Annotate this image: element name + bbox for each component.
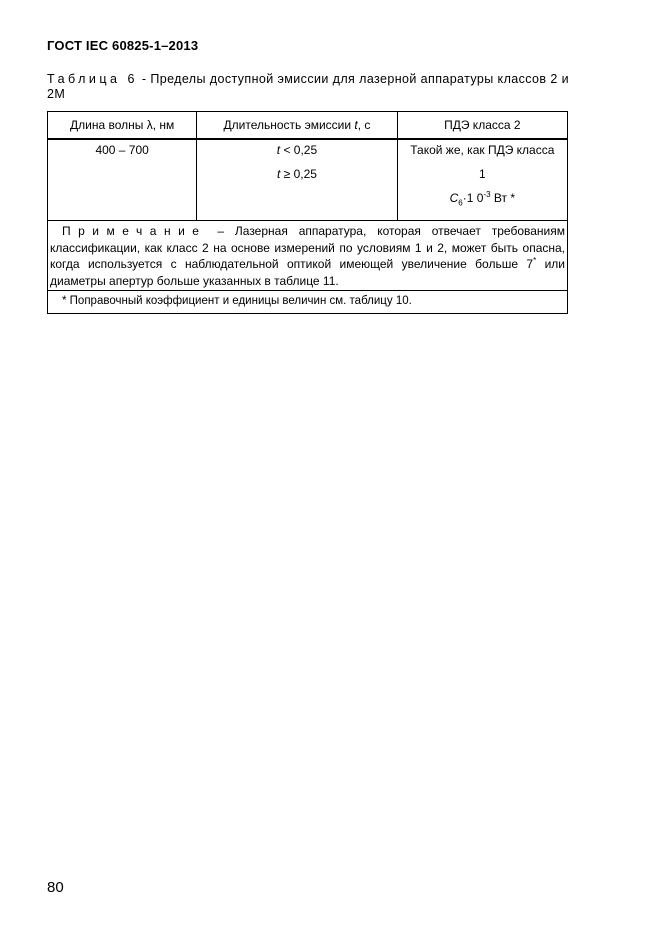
note-row [48,221,568,291]
wavelength-value: 400 – 700 [95,143,149,157]
cell-duration [197,139,397,221]
table-caption-text: - Пределы доступной эмиссии для лазерной аппаратуры классов 2 и 2М [47,72,570,101]
duration-value-2 [197,164,396,188]
page-number: 80 [47,879,64,896]
limit-3-sub: 6 [458,198,463,208]
table-row [48,139,568,221]
header-duration-var: t [354,118,358,132]
limit-3-var: C [449,191,459,205]
limit-value-2: 1 [478,167,486,181]
cell-wavelength [48,139,197,221]
header-wavelength-text: Длина волны λ, нм [70,118,175,132]
limit-value-3 [398,188,567,212]
limit-3-sup: -3 [483,190,491,199]
table-header-row [48,112,568,140]
duration-1-rest: < 0,25 [280,143,318,157]
table-caption-label: Таблица 6 [47,72,138,86]
duration-value-1 [197,140,396,164]
table-note [48,221,568,291]
limit-value-1: Такой же, как ПДЭ класса [410,143,555,157]
header-duration-unit: , с [357,118,371,132]
header-duration [197,112,397,140]
emission-limits-table [47,111,568,314]
duration-2-rest: ≥ 0,25 [280,167,317,181]
table-footnote: * Поправочный коэффициент и единицы величин см. таблицу 10. [48,291,568,314]
header-limit [397,112,567,140]
note-label: Примечание [62,224,207,238]
limit-3-end: Вт * [490,191,516,205]
note-text-2: или диаметры апертур больше указанных в таблице 11. [50,257,565,288]
note-text-1: – Лазерная аппаратура, которая отвечает требованиям классификации, как класс 2 на основе измерений по условиям 1 и 2, может быть опасна, когда используется с наблюдательной оптикой имеющей увеличение больше 7 [50,224,565,271]
header-wavelength [48,112,197,140]
note-sup: * [533,256,537,265]
duration-2-var: t [276,167,281,181]
duration-1-var: t [276,143,281,157]
cell-limit [397,139,567,221]
document-header: ГОСТ IEC 60825-1–2013 [47,38,199,53]
limit-3-mid: ·1 0 [462,191,484,205]
header-limit-text: ПДЭ класса 2 [444,118,521,132]
table-caption [47,72,569,102]
header-duration-text: Длительность эмиссии [223,118,355,132]
footnote-row [48,291,568,314]
